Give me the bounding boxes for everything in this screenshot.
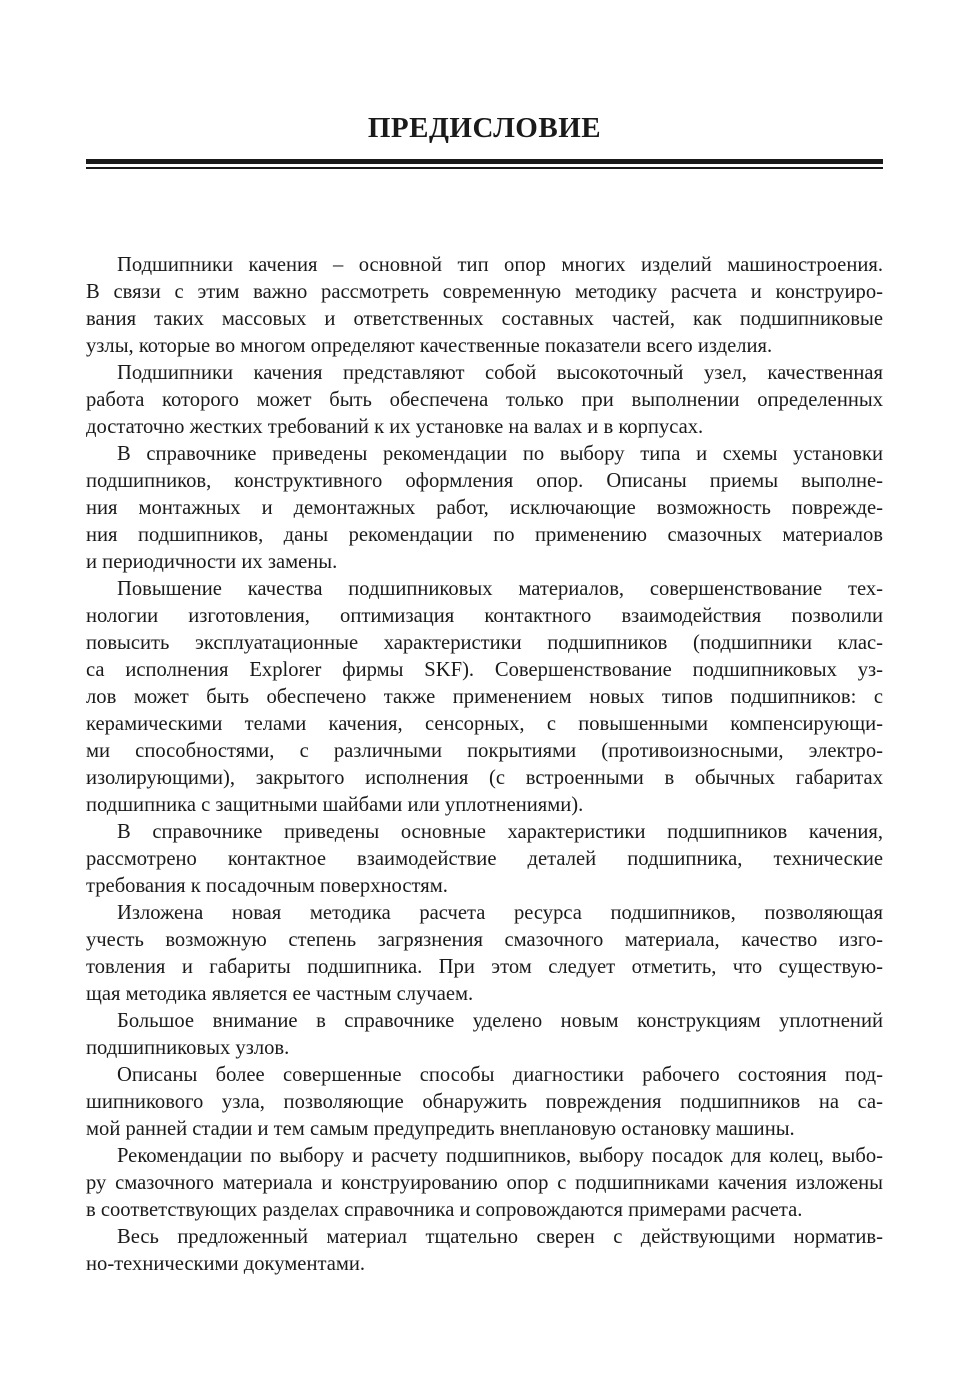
paragraph-line: В справочнике приведены основные характеристики подшипников качения,: [117, 821, 883, 843]
paragraph-line: ру смазочного материала и конструированию опор с подшипниками качения изложены: [86, 1172, 883, 1194]
paragraph-line: требования к посадочным поверхностям.: [86, 875, 448, 897]
paragraph-line: но-техническими документами.: [86, 1253, 366, 1275]
paragraph: [86, 1224, 883, 1278]
paragraph-line: достаточно жестких требований к их установке на валах и в корпусах.: [86, 416, 704, 438]
paragraph-line: ми способностями, с различными покрытиями (противоизносными, электро-: [86, 740, 883, 762]
paragraph-line: товления и габариты подшипника. При этом следует отметить, что существую-: [86, 956, 883, 978]
paragraph-line: лов может быть обеспечено также применением новых типов подшипников: с: [86, 686, 883, 708]
paragraph: [86, 576, 883, 819]
paragraph-line: Описаны более совершенные способы диагностики рабочего состояния под-: [117, 1064, 883, 1086]
paragraph-line: повысить эксплуатационные характеристики подшипников (подшипники клас-: [86, 632, 883, 654]
paragraph-line: са исполнения Explorer фирмы SKF). Совершенствование подшипниковых уз-: [86, 659, 883, 681]
paragraph-line: в соответствующих разделах справочника и сопровождаются примерами расчета.: [86, 1199, 803, 1221]
paragraph-line: изолирующими), закрытого исполнения (с встроенными в обычных габаритах: [86, 767, 883, 789]
paragraph-line: керамическими телами качения, сенсорных, с повышенными компенсирующи-: [86, 713, 883, 735]
paragraph-line: Рекомендации по выбору и расчету подшипников, выбору посадок для колец, выбо-: [117, 1145, 883, 1167]
paragraph-line: рассмотрено контактное взаимодействие деталей подшипника, технические: [86, 848, 883, 870]
paragraph: [86, 1143, 883, 1224]
paragraph-line: шипникового узла, позволяющие обнаружить повреждения подшипников на са-: [86, 1091, 883, 1113]
paragraph-line: В справочнике приведены рекомендации по выбору типа и схемы установки: [117, 443, 883, 465]
paragraph-line: В связи с этим важно рассмотреть современную методику расчета и конструиро-: [86, 281, 883, 303]
paragraph-line: ния монтажных и демонтажных работ, исключающие возможность поврежде-: [86, 497, 883, 519]
title-rule-thin: [86, 167, 883, 169]
paragraph-line: Весь предложенный материал тщательно сверен с действующими норматив-: [117, 1226, 883, 1248]
title-rule-thick: [86, 159, 883, 164]
paragraph-line: Повышение качества подшипниковых материалов, совершенствование тех-: [117, 578, 883, 600]
body-text: [86, 252, 883, 1278]
paragraph: [86, 252, 883, 360]
paragraph: [86, 1062, 883, 1143]
paragraph-line: Большое внимание в справочнике уделено новым конструкциям уплотнений: [117, 1010, 883, 1032]
paragraph: [86, 1008, 883, 1062]
paragraph: [86, 441, 883, 576]
paragraph-line: узлы, которые во многом определяют качественные показатели всего изделия.: [86, 335, 773, 357]
paragraph-line: ния подшипников, даны рекомендации по применению смазочных материалов: [86, 524, 883, 546]
paragraph-line: работа которого может быть обеспечена только при выполнении определенных: [86, 389, 883, 411]
paragraph-line: вания таких массовых и ответственных составных частей, как подшипниковые: [86, 308, 883, 330]
paragraph-line: и периодичности их замены.: [86, 551, 338, 573]
paragraph-line: щая методика является ее частным случаем.: [86, 983, 474, 1005]
paragraph-line: учесть возможную степень загрязнения смазочного материала, качество изго-: [86, 929, 883, 951]
paragraph-line: Изложена новая методика расчета ресурса подшипников, позволяющая: [117, 902, 883, 924]
paragraph-line: подшипника с защитными шайбами или уплотнениями).: [86, 794, 584, 816]
page-title: ПРЕДИСЛОВИЕ: [367, 112, 602, 144]
paragraph-line: подшипников, конструктивного оформления опор. Описаны приемы выполне-: [86, 470, 883, 492]
paragraph-line: Подшипники качения представляют собой высокоточный узел, качественная: [117, 362, 883, 384]
paragraph: [86, 900, 883, 1008]
paragraph-line: нологии изготовления, оптимизация контактного взаимодействия позволили: [86, 605, 883, 627]
paragraph: [86, 819, 883, 900]
paragraph-line: мой ранней стадии и тем самым предупредить внеплановую остановку машины.: [86, 1118, 795, 1140]
paragraph-line: Подшипники качения – основной тип опор многих изделий машиностроения.: [117, 254, 883, 276]
paragraph-line: подшипниковых узлов.: [86, 1037, 290, 1059]
paragraph: [86, 360, 883, 441]
